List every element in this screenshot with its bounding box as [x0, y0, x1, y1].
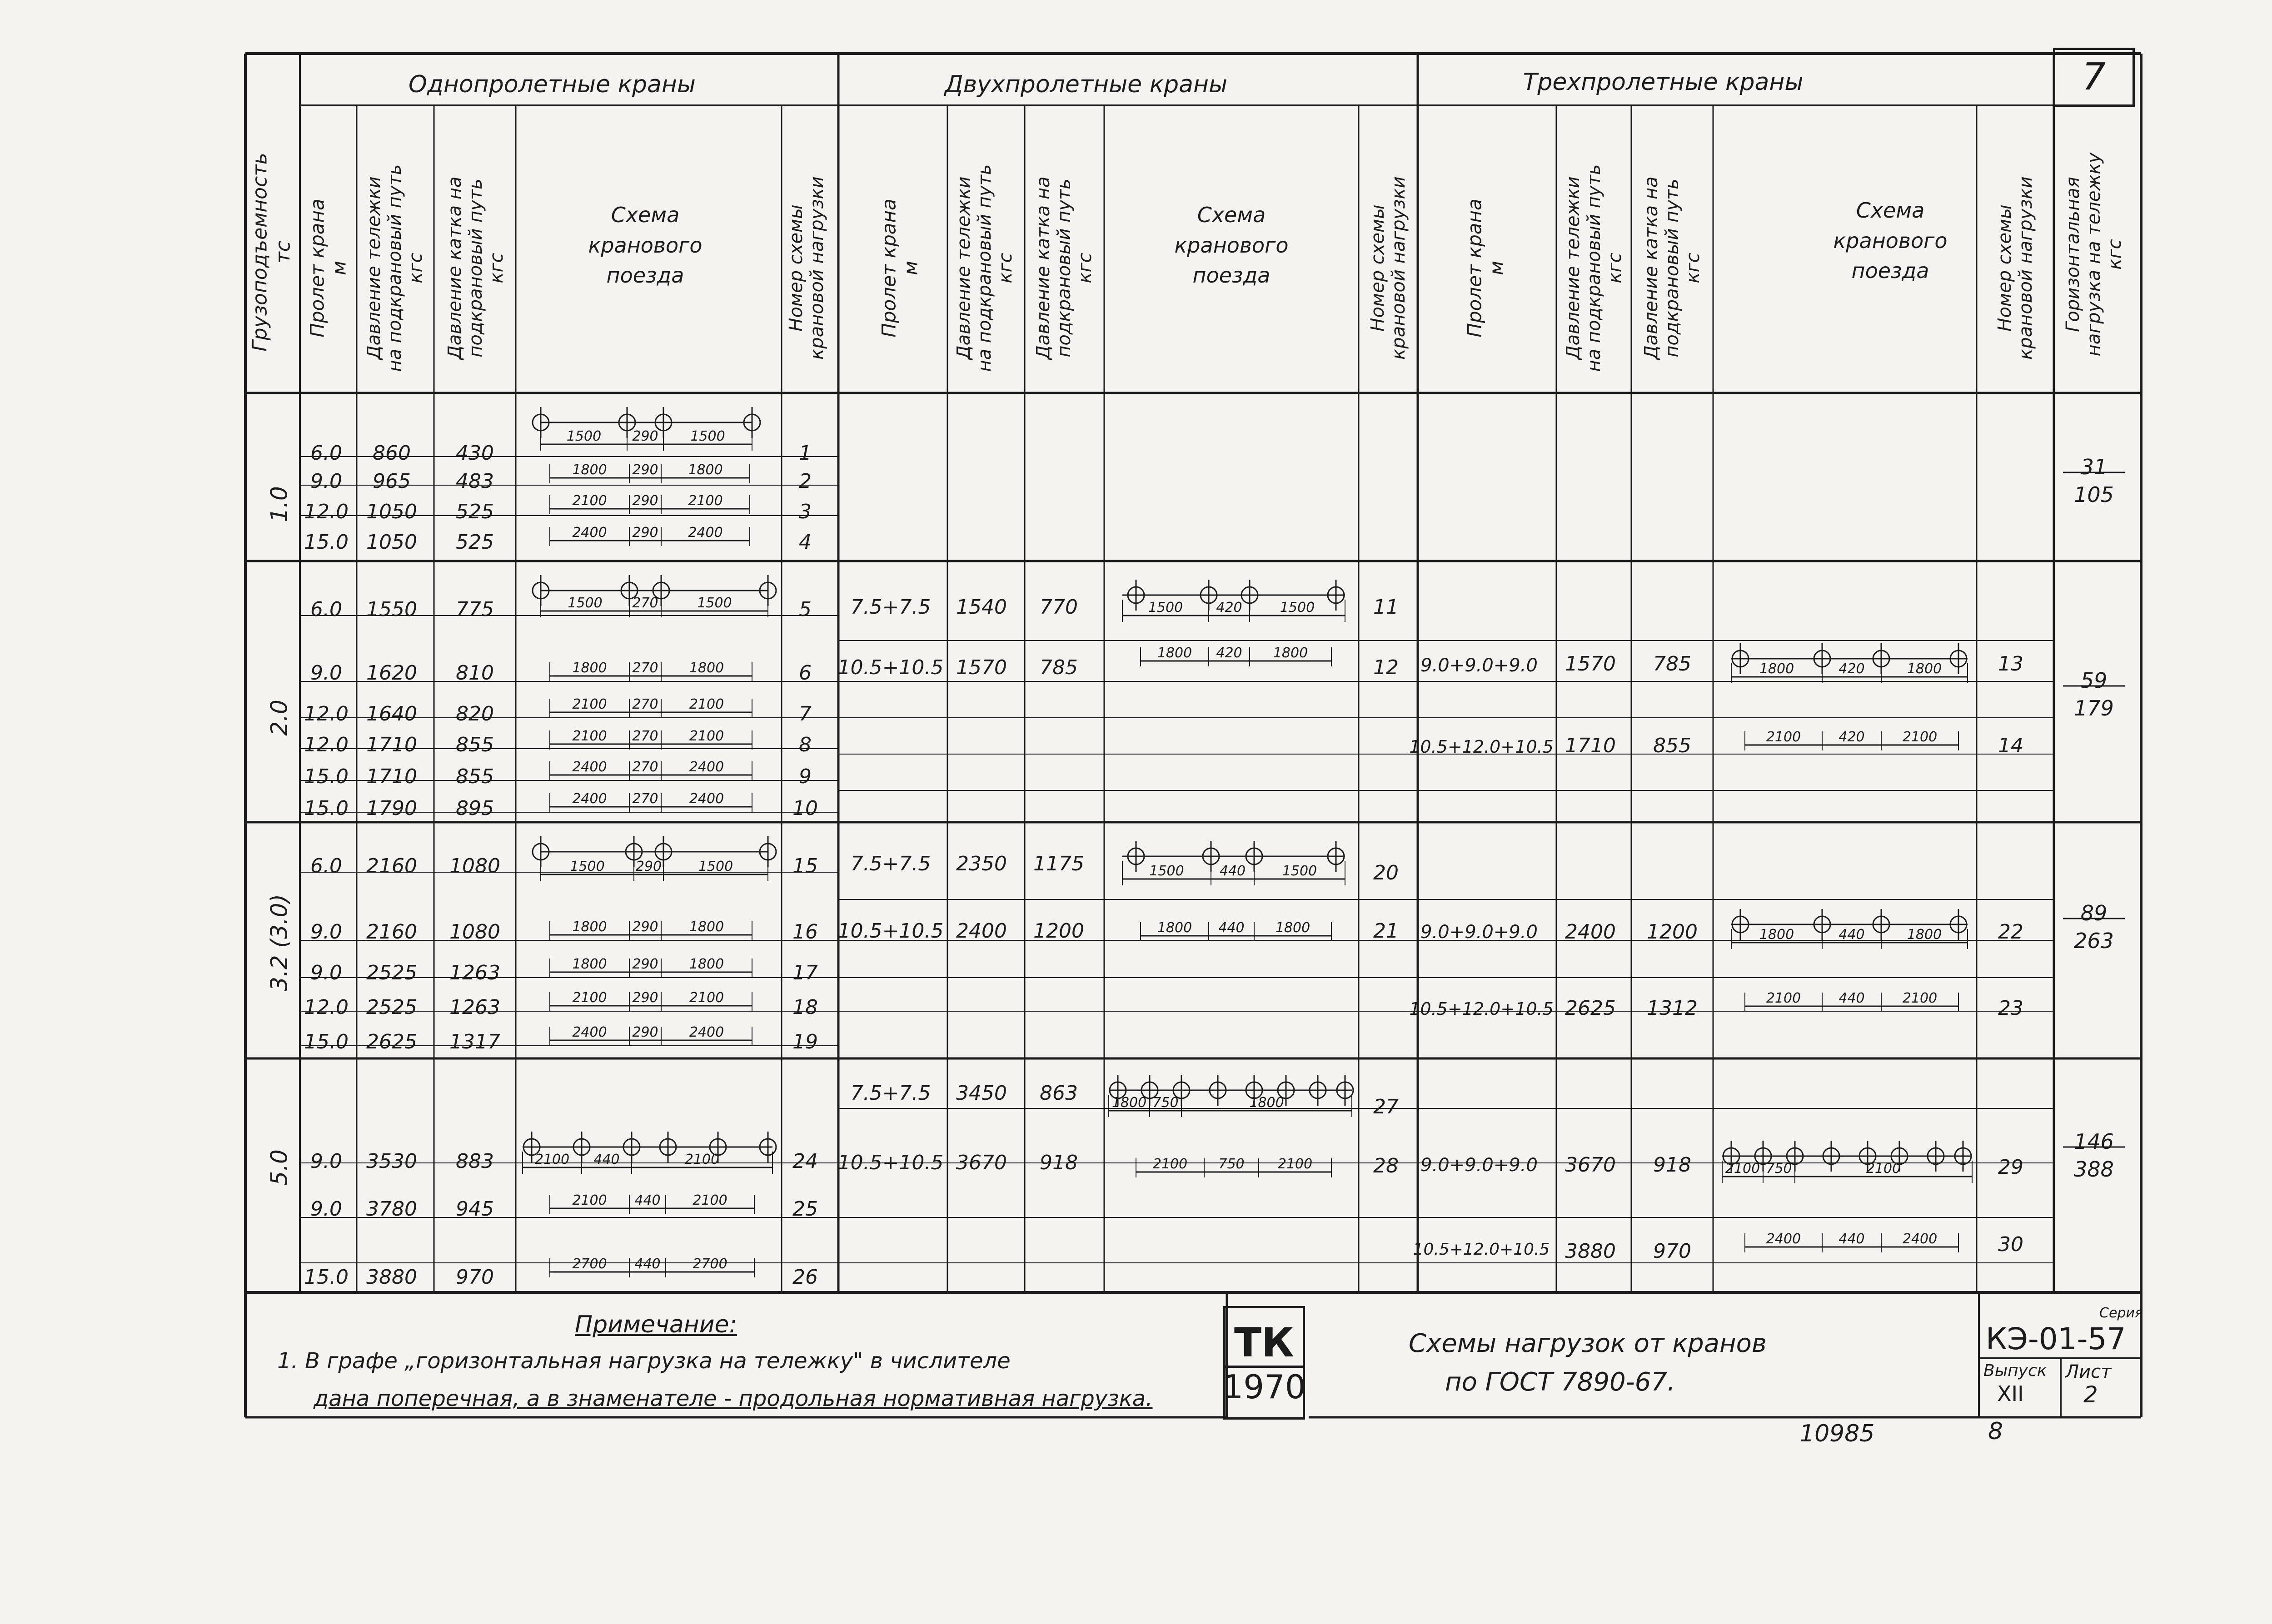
triple-wheel-col-header: Давление катка на подкрановый путь кгс — [1641, 176, 1704, 360]
trolley-cell: 2625 — [366, 1030, 417, 1053]
wheel-cell: 525 — [456, 500, 494, 523]
dimension-label: 270 — [632, 696, 658, 712]
dimension-label: 1800 — [1157, 645, 1192, 661]
stamp-org: ТК — [1234, 1319, 1294, 1366]
span-cell: 9.0 — [310, 1197, 342, 1221]
dimension-label: 290 — [632, 990, 658, 1006]
span-cell: 7.5+7.5 — [850, 1082, 931, 1105]
double-trolley-col-header: Давление тележки на подкрановый путь кгс — [953, 164, 1016, 372]
capacity-value: 5.0 — [266, 1149, 293, 1186]
archive-number: 10985 — [1799, 1420, 1875, 1447]
trolley-cell: 1550 — [366, 598, 417, 621]
dimension-label: 2400 — [1902, 1231, 1938, 1247]
wheel-cell: 785 — [1653, 652, 1691, 675]
trolley-cell: 1710 — [366, 765, 417, 788]
double-scheme-no-header: Номер схемы крановой нагрузки — [1367, 176, 1409, 360]
scheme-no-cell: 29 — [1998, 1156, 2023, 1179]
dimension-label: 1500 — [1282, 863, 1317, 879]
span-cell: 6.0 — [310, 442, 342, 465]
dimension-label: 270 — [632, 728, 658, 744]
dimension-label: 440 — [1219, 863, 1246, 879]
trolley-cell: 860 — [373, 442, 411, 465]
span-cell: 10.5+12.0+10.5 — [1409, 999, 1554, 1019]
dimension-label: 290 — [632, 525, 658, 541]
dimension-label: 1500 — [570, 859, 605, 874]
dimension-label: 2100 — [684, 1152, 720, 1167]
dimension-label: 290 — [632, 428, 658, 444]
dimension-label: 2400 — [688, 525, 723, 541]
dimension-label: 2100 — [689, 728, 724, 744]
wheel-cell: 430 — [456, 442, 494, 465]
capacity-value: 1.0 — [266, 486, 293, 522]
scheme-no-cell: 3 — [799, 500, 812, 523]
horizontal-load-numerator: 31 — [2080, 455, 2108, 479]
wheel-cell: 1080 — [449, 920, 500, 944]
dimension-label: 420 — [1839, 661, 1865, 677]
dimension-label: 440 — [1839, 1231, 1865, 1247]
wheel-cell: 855 — [456, 733, 494, 756]
capacity-header: Грузоподъемность тс — [248, 153, 294, 352]
span-cell: 10.5+12.0+10.5 — [1409, 737, 1554, 757]
dimension-label: 1500 — [566, 428, 602, 444]
scheme-no-cell: 23 — [1998, 997, 2023, 1020]
dimension-label: 1500 — [1280, 600, 1315, 616]
wheel-cell: 855 — [1653, 734, 1691, 757]
triple-span-header: Трехпролетные краны — [1523, 69, 1804, 96]
wheel-cell: 785 — [1040, 656, 1078, 679]
span-cell: 9.0 — [310, 661, 342, 685]
trolley-cell: 1570 — [1565, 652, 1616, 675]
wheel-cell: 1263 — [449, 961, 500, 984]
span-cell: 10.5+12.0+10.5 — [1413, 1240, 1550, 1259]
single-span-header: Однопролетные краны — [409, 71, 696, 98]
issue-label: Выпуск — [1983, 1361, 2047, 1380]
horizontal-load-numerator: 146 — [2074, 1129, 2114, 1154]
dimension-label: 2100 — [1902, 990, 1938, 1006]
wheel-cell: 918 — [1040, 1151, 1078, 1174]
dimension-label: 290 — [632, 956, 658, 972]
triple-span-col-header: Пролет крана м — [1463, 199, 1508, 338]
sheet-number: 2 — [2083, 1381, 2098, 1408]
scheme-no-cell: 18 — [792, 996, 818, 1019]
dimension-label: 1800 — [572, 462, 607, 478]
dimension-label: 2700 — [693, 1256, 727, 1272]
span-cell: 12.0 — [304, 996, 349, 1019]
dimension-label: 2400 — [1766, 1231, 1801, 1247]
trolley-cell: 2525 — [366, 961, 417, 984]
dimension-label: 440 — [1839, 927, 1865, 943]
dimension-label: 750 — [1218, 1156, 1245, 1172]
scheme-no-cell: 7 — [799, 702, 812, 725]
scheme-no-cell: 14 — [1998, 734, 2023, 757]
span-cell: 15.0 — [304, 797, 349, 820]
double-wheel-col-header: Давление катка на подкрановый путь кгс — [1033, 176, 1096, 360]
trolley-cell: 2625 — [1565, 997, 1616, 1020]
trolley-cell: 3780 — [366, 1197, 417, 1221]
double-span-header: Двухпролетные краны — [944, 71, 1228, 98]
trolley-cell: 3670 — [956, 1151, 1007, 1174]
dimension-label: 1800 — [1157, 920, 1192, 936]
scheme-no-cell: 11 — [1373, 596, 1399, 619]
scheme-no-cell: 30 — [1998, 1233, 2023, 1256]
dimension-label: 2400 — [572, 759, 607, 775]
scheme-no-cell: 27 — [1373, 1095, 1399, 1118]
dimension-label: 290 — [632, 919, 658, 935]
scheme-no-cell: 28 — [1373, 1154, 1399, 1177]
wheel-cell: 775 — [456, 598, 494, 621]
span-cell: 9.0+9.0+9.0 — [1420, 655, 1538, 676]
horizontal-load-denominator: 179 — [2074, 696, 2114, 720]
dimension-label: 290 — [632, 493, 658, 509]
dimension-label: 1800 — [689, 956, 724, 972]
trolley-cell: 2350 — [956, 852, 1007, 875]
triple-trolley-col-header: Давление тележки на подкрановый путь кгс — [1563, 164, 1625, 372]
scheme-no-cell: 5 — [799, 598, 812, 621]
note-line-1: 1. В графе „горизонтальная нагрузка на тележку" в числителе — [277, 1348, 1011, 1374]
single-trolley-col-header: Давление тележки на подкрановый путь кгс — [364, 164, 426, 372]
dimension-label: 1800 — [689, 919, 724, 935]
dimension-label: 750 — [1152, 1095, 1179, 1111]
trolley-cell: 1050 — [366, 500, 417, 523]
dimension-label: 440 — [634, 1192, 661, 1208]
span-cell: 15.0 — [304, 765, 349, 788]
dimension-label: 1800 — [1275, 920, 1310, 936]
trolley-cell: 2400 — [1565, 920, 1616, 944]
dimension-label: 2100 — [689, 990, 724, 1006]
scheme-no-cell: 20 — [1373, 861, 1399, 884]
span-cell: 10.5+10.5 — [837, 919, 944, 943]
dimension-label: 290 — [632, 1024, 658, 1040]
wheel-cell: 883 — [456, 1150, 494, 1173]
trolley-cell: 1640 — [366, 702, 417, 725]
trolley-cell: 3670 — [1565, 1153, 1616, 1177]
wheel-cell: 1080 — [449, 854, 500, 878]
scheme-no-cell: 1 — [799, 442, 812, 465]
dimension-label: 2100 — [572, 990, 607, 1006]
issue-number: XII — [1997, 1381, 2024, 1406]
dimension-label: 1500 — [690, 428, 725, 444]
dimension-label: 1800 — [1111, 1095, 1147, 1111]
wheel-cell: 863 — [1040, 1082, 1078, 1105]
span-cell: 9.0 — [310, 961, 342, 984]
scheme-no-cell: 21 — [1373, 919, 1399, 943]
dimension-label: 2100 — [572, 728, 607, 744]
wheel-cell: 855 — [456, 765, 494, 788]
double-span-col-header: Пролет крана м — [877, 199, 922, 338]
single-span-col-header: Пролет крана м — [306, 199, 350, 338]
dimension-label: 420 — [1216, 600, 1242, 616]
horizontal-load-numerator: 89 — [2080, 901, 2108, 925]
scheme-no-cell: 2 — [799, 470, 812, 493]
wheel-cell: 970 — [456, 1266, 494, 1289]
scheme-no-cell: 10 — [792, 797, 818, 820]
span-cell: 9.0+9.0+9.0 — [1420, 922, 1538, 943]
dimension-label: 2100 — [1725, 1161, 1760, 1177]
wheel-cell: 820 — [456, 702, 494, 725]
dimension-label: 1800 — [572, 660, 607, 676]
dimension-label: 420 — [1839, 729, 1865, 745]
stamp-year: 1970 — [1222, 1367, 1306, 1406]
wheel-cell: 970 — [1653, 1240, 1691, 1263]
dimension-label: 2100 — [689, 696, 724, 712]
dimension-label: 1800 — [1273, 645, 1308, 661]
wheel-cell: 945 — [456, 1197, 494, 1221]
scheme-no-cell: 19 — [792, 1030, 818, 1053]
span-cell: 10.5+10.5 — [837, 656, 944, 679]
double-scheme-header: Схема кранового поезда — [1174, 203, 1289, 288]
span-cell: 12.0 — [304, 500, 349, 523]
trolley-cell: 1570 — [956, 656, 1007, 679]
dimension-label: 2400 — [689, 1024, 724, 1040]
wheel-cell: 1200 — [1033, 919, 1084, 943]
dimension-label: 1800 — [689, 660, 724, 676]
dimension-label: 270 — [632, 595, 658, 611]
dimension-label: 2100 — [1766, 990, 1801, 1006]
series-label: Серия — [2099, 1305, 2143, 1321]
dimension-label: 2100 — [1152, 1156, 1188, 1172]
dimension-label: 2100 — [534, 1152, 570, 1167]
trolley-cell: 1710 — [1565, 734, 1616, 757]
dimension-label: 2400 — [572, 1024, 607, 1040]
span-cell: 10.5+10.5 — [837, 1151, 944, 1174]
wheel-cell: 1317 — [449, 1030, 500, 1053]
span-cell: 6.0 — [310, 598, 342, 621]
single-scheme-header: Схема кранового поезда — [588, 203, 703, 288]
capacity-value: 3.2 (3.0) — [266, 894, 293, 991]
trolley-cell: 2160 — [366, 854, 417, 878]
scheme-no-cell: 22 — [1998, 920, 2023, 944]
dimension-label: 1500 — [568, 595, 603, 611]
scheme-no-cell: 24 — [792, 1150, 818, 1173]
trolley-cell: 3880 — [1565, 1240, 1616, 1263]
dimension-label: 270 — [632, 759, 658, 775]
dimension-label: 1500 — [697, 595, 732, 611]
dimension-label: 2100 — [572, 493, 607, 509]
trolley-cell: 3450 — [956, 1082, 1007, 1105]
span-cell: 12.0 — [304, 733, 349, 756]
span-cell: 6.0 — [310, 854, 342, 878]
horizontal-load-denominator: 388 — [2074, 1157, 2114, 1182]
dimension-label: 270 — [632, 791, 658, 807]
wheel-cell: 1312 — [1647, 997, 1698, 1020]
drawing-title-2: по ГОСТ 7890-67. — [1445, 1367, 1675, 1397]
horizontal-load-numerator: 59 — [2080, 668, 2108, 693]
dimension-label: 1500 — [1149, 863, 1184, 879]
dimension-label: 290 — [632, 462, 658, 478]
scheme-no-cell: 25 — [792, 1197, 818, 1221]
dimension-label: 1800 — [1759, 927, 1794, 943]
series-code: КЭ-01-57 — [1986, 1321, 2126, 1356]
wheel-cell: 1263 — [449, 996, 500, 1019]
dimension-label: 2400 — [572, 791, 607, 807]
dimension-label: 270 — [632, 660, 658, 676]
capacity-value: 2.0 — [266, 700, 293, 736]
horizontal-load-denominator: 263 — [2074, 929, 2114, 953]
dimension-label: 1800 — [1907, 661, 1942, 677]
span-cell: 7.5+7.5 — [850, 596, 931, 619]
page-counter: 8 — [1988, 1418, 2003, 1445]
dimension-label: 2100 — [1766, 729, 1801, 745]
scheme-no-cell: 26 — [792, 1266, 818, 1289]
wheel-cell: 810 — [456, 661, 494, 685]
trolley-cell: 1050 — [366, 531, 417, 554]
dimension-label: 440 — [1839, 990, 1865, 1006]
drawing-title-1: Схемы нагрузок от кранов — [1409, 1329, 1767, 1358]
trolley-cell: 1790 — [366, 797, 417, 820]
dimension-label: 2100 — [688, 493, 723, 509]
scheme-no-cell: 17 — [792, 961, 818, 984]
triple-scheme-header: Схема кранового поезда — [1833, 198, 1948, 283]
wheel-cell: 1175 — [1033, 852, 1084, 875]
span-cell: 12.0 — [304, 702, 349, 725]
dimension-label: 1800 — [1759, 661, 1794, 677]
wheel-cell: 895 — [456, 797, 494, 820]
dimension-label: 2100 — [572, 696, 607, 712]
trolley-cell: 2525 — [366, 996, 417, 1019]
scheme-no-cell: 15 — [792, 854, 818, 878]
trolley-cell: 1540 — [956, 596, 1007, 619]
single-scheme-no-header: Номер схемы крановой нагрузки — [786, 176, 827, 360]
sheet-label: Лист — [2065, 1361, 2112, 1382]
span-cell: 15.0 — [304, 531, 349, 554]
trolley-cell: 3880 — [366, 1266, 417, 1289]
span-cell: 9.0+9.0+9.0 — [1420, 1155, 1538, 1176]
wheel-cell: 918 — [1653, 1153, 1691, 1177]
dimension-label: 1800 — [1907, 927, 1942, 943]
scheme-no-cell: 4 — [799, 531, 812, 554]
scheme-no-cell: 16 — [792, 920, 818, 944]
wheel-cell: 483 — [456, 470, 494, 493]
dimension-label: 420 — [1216, 645, 1242, 661]
span-cell: 7.5+7.5 — [850, 852, 931, 875]
dimension-label: 2400 — [689, 759, 724, 775]
dimension-label: 440 — [634, 1256, 661, 1272]
organization-stamp — [1223, 1306, 1305, 1420]
span-cell: 9.0 — [310, 1150, 342, 1173]
scheme-no-cell: 13 — [1998, 652, 2023, 675]
scheme-no-cell: 8 — [799, 733, 812, 756]
single-wheel-col-header: Давление катка на подкрановый путь кгс — [444, 176, 507, 360]
scheme-no-cell: 9 — [799, 765, 812, 788]
scheme-no-cell: 12 — [1373, 656, 1399, 679]
dimension-label: 2100 — [1866, 1161, 1901, 1177]
scheme-no-cell: 6 — [799, 661, 812, 685]
page-number-box — [2053, 48, 2135, 107]
span-cell: 15.0 — [304, 1030, 349, 1053]
horizontal-load-header: Горизонтальная нагрузка на тележку кгс — [2063, 152, 2125, 357]
note-line-2: дана поперечная, а в знаменателе - продольная нормативная нагрузка. — [314, 1386, 1153, 1411]
wheel-cell: 770 — [1040, 596, 1078, 619]
trolley-cell: 1620 — [366, 661, 417, 685]
dimension-label: 2100 — [572, 1192, 607, 1208]
dimension-label: 2100 — [693, 1192, 727, 1208]
wheel-cell: 525 — [456, 531, 494, 554]
dimension-label: 1500 — [698, 859, 733, 874]
dimension-label: 1800 — [1249, 1095, 1284, 1111]
dimension-label: 2100 — [1277, 1156, 1313, 1172]
trolley-cell: 2160 — [366, 920, 417, 944]
dimension-label: 1800 — [572, 956, 607, 972]
dimension-label: 750 — [1766, 1161, 1792, 1177]
trolley-cell: 3530 — [366, 1150, 417, 1173]
wheel-cell: 1200 — [1647, 920, 1698, 944]
dimension-label: 1500 — [1148, 600, 1183, 616]
trolley-cell: 965 — [373, 470, 411, 493]
dimension-label: 290 — [635, 859, 662, 874]
dimension-label: 2700 — [572, 1256, 607, 1272]
span-cell: 9.0 — [310, 470, 342, 493]
dimension-label: 2400 — [689, 791, 724, 807]
trolley-cell: 2400 — [956, 919, 1007, 943]
dimension-label: 2100 — [1902, 729, 1938, 745]
horizontal-load-denominator: 105 — [2074, 482, 2114, 507]
span-cell: 15.0 — [304, 1266, 349, 1289]
dimension-label: 1800 — [688, 462, 723, 478]
note-title: Примечание: — [575, 1311, 737, 1338]
dimension-label: 1800 — [572, 919, 607, 935]
dimension-label: 440 — [593, 1152, 620, 1167]
triple-scheme-no-header: Номер схемы крановой нагрузки — [1994, 176, 2036, 360]
trolley-cell: 1710 — [366, 733, 417, 756]
page-number: 7 — [2082, 55, 2106, 99]
dimension-label: 440 — [1218, 920, 1245, 936]
dimension-label: 2400 — [572, 525, 607, 541]
span-cell: 9.0 — [310, 920, 342, 944]
